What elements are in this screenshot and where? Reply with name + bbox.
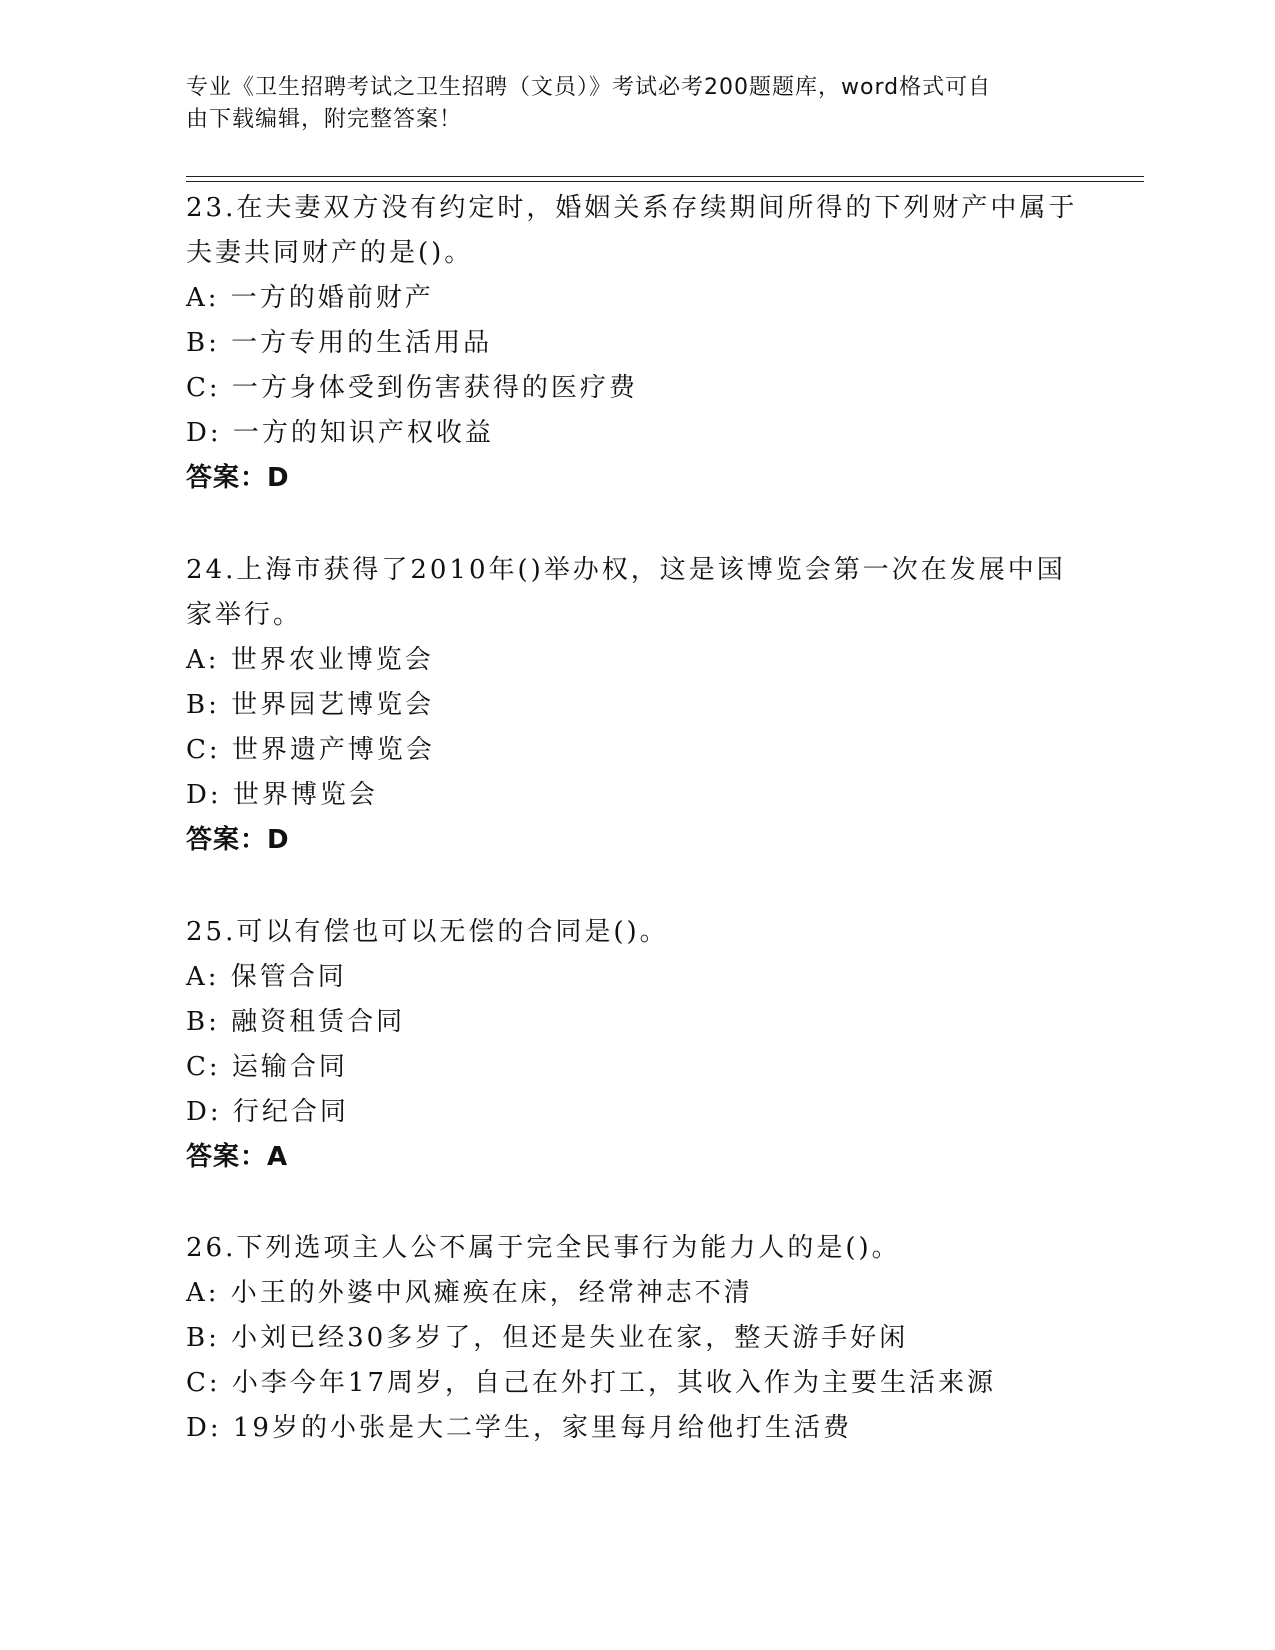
- question-25: [186, 910, 1086, 1180]
- question-stem: 24.上海市获得了2010年()举办权，这是该博览会第一次在发展中国家举行。: [186, 555, 1066, 630]
- option-d: D: 行纪合同: [186, 1097, 349, 1127]
- document-header: [186, 72, 1066, 136]
- option-d: D: 世界博览会: [186, 780, 378, 810]
- option-c: C: 世界遗产博览会: [186, 735, 435, 765]
- question-stem: 23.在夫妻双方没有约定时，婚姻关系存续期间所得的下列财产中属于夫妻共同财产的是()。: [186, 193, 1078, 268]
- answer-label: 答案：D: [186, 463, 290, 493]
- header-divider-top: [186, 176, 1144, 177]
- answer-label: 答案：D: [186, 825, 290, 855]
- option-b: B: 融资租赁合同: [186, 1007, 406, 1037]
- option-d: D: 一方的知识产权收益: [186, 418, 494, 448]
- option-a: A: 一方的婚前财产: [186, 283, 434, 313]
- option-a: A: 保管合同: [186, 962, 347, 992]
- answer-label: 答案：A: [186, 1142, 289, 1172]
- option-a: A: 世界农业博览会: [186, 645, 434, 675]
- option-b: B: 一方专用的生活用品: [186, 328, 493, 358]
- header-divider-bottom: [186, 181, 1144, 182]
- option-d: D: 19岁的小张是大二学生，家里每月给他打生活费: [186, 1413, 852, 1443]
- question-stem: 25.可以有偿也可以无偿的合同是()。: [186, 917, 669, 947]
- header-line-2: 由下载编辑，附完整答案！: [186, 107, 463, 132]
- option-b: B: 小刘已经30多岁了，但还是失业在家，整天游手好闲: [186, 1323, 909, 1353]
- option-a: A: 小王的外婆中风瘫痪在床，经常神志不清: [186, 1278, 753, 1308]
- header-line-1: 专业《卫生招聘考试之卫生招聘（文员）》考试必考200题题库，word格式可自: [186, 75, 992, 100]
- question-stem: 26.下列选项主人公不属于完全民事行为能力人的是()。: [186, 1233, 901, 1263]
- option-c: C: 小李今年17周岁，自己在外打工，其收入作为主要生活来源: [186, 1368, 997, 1398]
- option-c: C: 运输合同: [186, 1052, 348, 1082]
- question-23: [186, 186, 1086, 501]
- option-c: C: 一方身体受到伤害获得的医疗费: [186, 373, 638, 403]
- question-26: [186, 1226, 1086, 1451]
- question-24: [186, 548, 1086, 863]
- option-b: B: 世界园艺博览会: [186, 690, 435, 720]
